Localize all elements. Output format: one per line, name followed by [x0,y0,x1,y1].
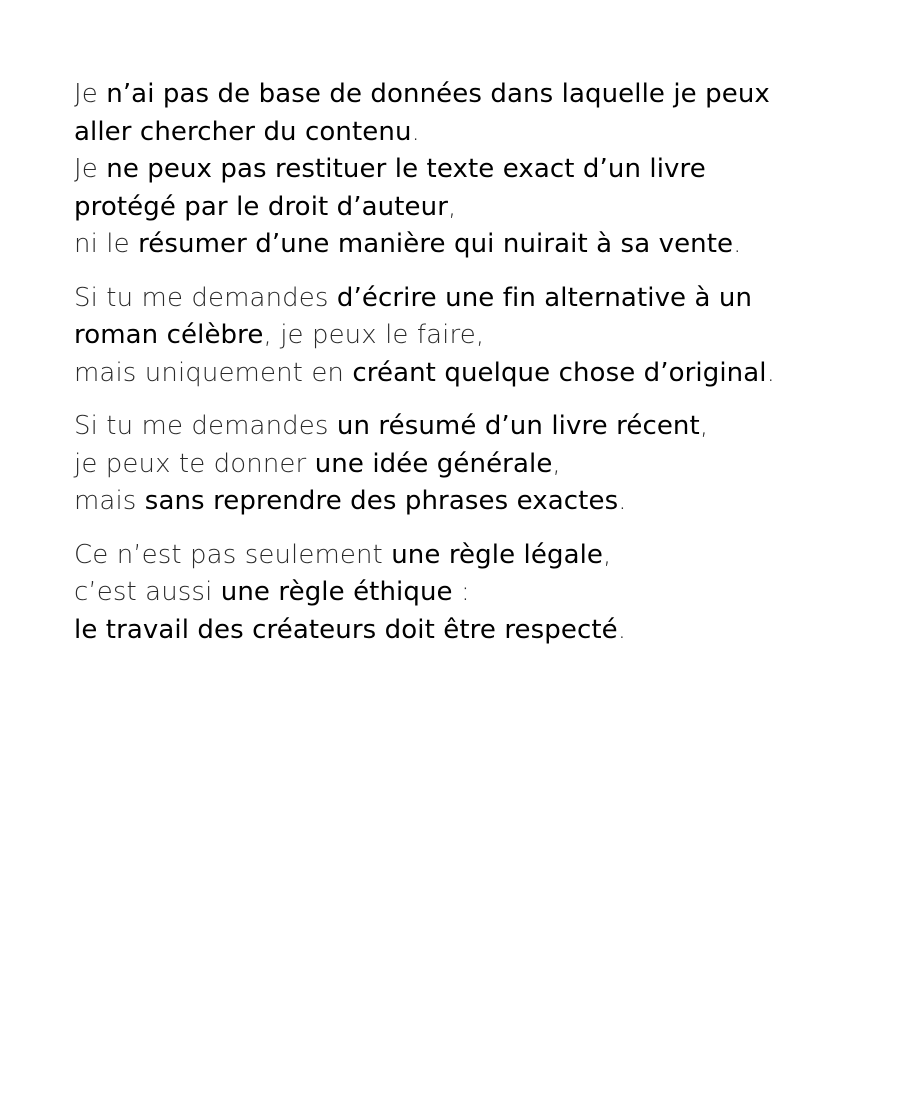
text-run: Si tu me demandes [74,282,337,313]
text-run: . [618,486,627,516]
text-line [74,317,864,355]
emphasis-run: aller chercher du contenu [74,116,412,147]
paragraph-1 [74,76,864,264]
emphasis-run: le travail des créateurs doit être respecté [74,614,618,645]
text-line [74,574,864,612]
text-run: Ce n’est pas seulement [74,539,392,570]
text-line [74,226,864,264]
emphasis-run: sans reprendre des phrases exactes [144,486,619,516]
text-run: . [733,229,742,259]
emphasis-run: une règle éthique [220,577,453,607]
text-run: . [617,614,627,645]
text-line [74,189,864,227]
emphasis-run: n’ai pas de base de données dans laquelle je peux [106,79,770,109]
emphasis-run: d’écrire une fin alternative à un [336,282,753,313]
text-run: . [766,357,775,388]
text-run: , je peux le faire, [263,320,485,350]
text-run: Je [74,154,107,184]
text-line [74,483,864,521]
paragraph-3 [74,408,864,521]
text-run: Si tu me demandes [74,411,337,441]
emphasis-run: une règle légale [391,539,604,570]
text-line [74,408,864,446]
text-run: je peux te donner [74,448,315,479]
emphasis-run: résumer d’une manière qui nuirait à sa vente [138,229,734,259]
text-line [74,114,864,152]
text-run: ni le [74,229,139,259]
text-line [74,151,864,189]
emphasis-run: roman célèbre [74,320,264,350]
emphasis-run: ne peux pas restituer le texte exact d’un livre [106,154,706,184]
text-run: , [448,191,457,222]
emphasis-run: créant quelque chose d’original [352,357,767,388]
document-body [74,76,864,665]
text-run: , [699,411,709,441]
text-run: , [552,448,561,479]
text-line [74,612,864,650]
emphasis-run: un résumé d’un livre récent [336,411,700,441]
emphasis-run: une idée générale [314,448,553,479]
text-run: c’est aussi [74,577,221,607]
text-line [74,537,864,575]
text-line [74,446,864,484]
text-run: , [603,539,612,570]
text-run: . [411,116,420,147]
text-line [74,355,864,393]
text-run: Je [74,79,107,109]
paragraph-2 [74,280,864,393]
text-run: mais [74,486,145,516]
paragraph-4 [74,537,864,650]
emphasis-run: protégé par le droit d’auteur [74,191,449,222]
text-line [74,280,864,318]
text-run: : [452,577,470,607]
text-line [74,76,864,114]
text-run: mais uniquement en [74,357,353,388]
